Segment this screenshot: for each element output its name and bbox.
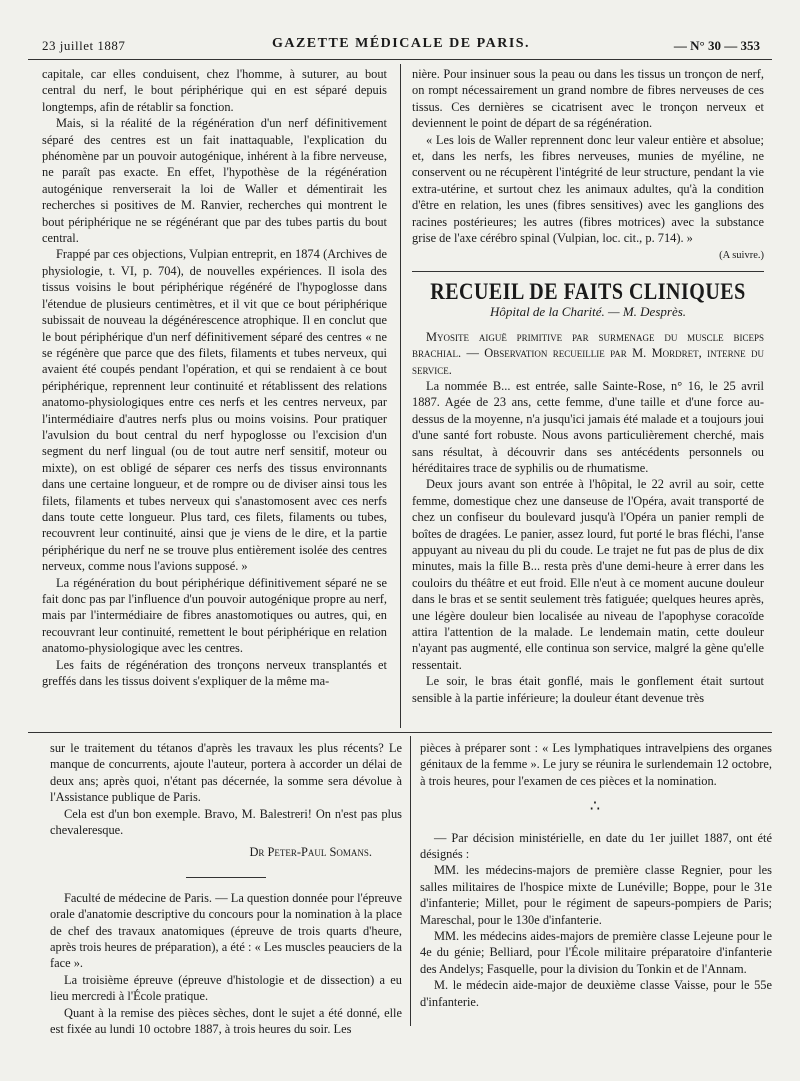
separator-rule (186, 877, 266, 878)
paragraph: Le soir, le bras était gonflé, mais le gonflement était surtout sensible à la partie inférieure; la douleur étant devenue très (412, 674, 764, 705)
right-column-bottom (420, 740, 772, 1010)
signature: Dr Peter-Paul Somans. (249, 845, 372, 860)
issue-number: — N° 30 — 353 (673, 38, 760, 53)
paragraph: « Les lois de Waller reprennent donc leur valeur entière et absolue; et, dans les nerfs, les fibres nerveuses, munies de myéline, ne conservent ou ne récupèrent l'intégrité de leur structure, pendant la vie extra-utérine, et surtout chez les animaux adultes, qu'à la condition d'être en relation, les unes (fibres sensitives) avec les ganglions des racines postérieures; les autres (fibres motrices) avec la substance grise de l'axe cérébro spinal (Vulpian, loc. cit., p. 714). » (412, 132, 764, 246)
paragraph: — Par décision ministérielle, en date du 1er juillet 1887, ont été désignés : (420, 830, 772, 862)
page-header (42, 36, 760, 56)
paragraph: Deux jours avant son entrée à l'hôpital, le 22 avril au soir, cette femme, domestique chez une danseuse de l'Opéra, avait transporté de chez un confiseur du boulevard jusqu'à l'Opéra un panier rempli de boîtes de dragées. Le panier, assez lourd, fut porté le bras fléchi, l'anse appuyant au niveau du pli du coude. Le trajet ne fut pas de plus de dix minutes, mais la fille B... resta près d'une demi-heure à errer dans les couloirs du théâtre et eut froid. Elle n'eut à ce moment aucune douleur dans le bras et se sentit seulement très fatiguée; quelques heures après, une légère douleur bien localisée au niveau de l'apophyse coracoïde attira l'attention de la malade. Le lendemain matin, cette douleur n'ayant pas augmenté, elle continua son service, malgré la gène qu'elle ressentait. (412, 477, 764, 672)
section-stars: ∴ (589, 798, 603, 816)
paragraph: capitale, car elles conduisent, chez l'homme, à suturer, au bout central du nerf, le bout périphérique qui en est séparé depuis longtemps, afin de rétablir sa fonction. (42, 67, 387, 114)
paragraph: La régénération du bout périphérique définitivement séparé ne se fait donc pas par l'influence d'un pouvoir autogénique propre au nerf, mais par l'intermédiaire de fibres anastomotiques ou autres, qui, en recouvrant leur continuité, remettent le bout périphérique en relation anatomo-physiologique avec les centres. (42, 575, 387, 656)
paragraph: M. le médecin aide-major de deuxième classe Vaisse, pour le 55e d'infanterie. (420, 978, 772, 1009)
paragraph: MM. les médecins-majors de première classe Regnier, pour les salles militaires de l'hospice mixte de Lunéville; Boppe, pour le 31e d'infanterie; Millet, pour le régiment de sapeurs-pompiers de Paris; Mareschal, pour le 130e d'infanterie. (420, 863, 772, 927)
paragraph: Mais, si la réalité de la régénération d'un nerf définitivement séparé des centres est un fait inattaquable, l'explication du phénomène par un pouvoir autogénique, inhérent à la fibre nerveuse, ne paraît pas exacte. En effet, l'hypothèse de la régénération autogénique renverserait la loi de Waller et démentirait les recherches si positives de M. Ranvier, recherches qui montrent le bout périphérique ne se régénérant que par des tubes partis du bout central. (42, 116, 387, 246)
page-middle-rule (28, 732, 772, 733)
paragraph: MM. les médecins aides-majors de première classe Lejeune pour le 4e du génie; Belliard, pour l'École militaire préparatoire d'infanterie des Andelys; Fasquelle, pour la division du Tonkin et de l'Annam. (420, 929, 772, 976)
paragraph: sur le traitement du tétanos d'après les travaux les plus récents? Le manque de concurrents, ajoute l'auteur, portera à accorder un délai de deux ans; après quoi, n'étant pas décernée, la somme sera dévolue à l'Assistance publique de Paris. (50, 741, 402, 805)
newspaper-title: GAZETTE MÉDICALE DE PARIS. (271, 36, 531, 51)
section-rule (412, 271, 764, 272)
issue-date: 23 juillet 1887 (42, 38, 126, 53)
right-column-top (412, 66, 764, 706)
to-be-continued: (A suivre.) (719, 250, 764, 262)
left-column-bottom (50, 740, 402, 1038)
paragraph: nière. Pour insinuer sous la peau ou dans les tissus un tronçon de nerf, on rompt nécessairement un grand nombre de fibres nerveuses de ces tissus. Ces dernières se cicatrisent avec le tronçon nerveux et deviennent le point de départ de sa régénération. (412, 67, 764, 131)
paragraph: pièces à préparer sont : « Les lymphatiques intravelpiens des organes génitaux de la femme ». Le jury se réunira le surlendemain 12 octobre, à trois heures, pour l'examen de ces pièces et la nomination. (420, 741, 772, 788)
column-divider-top (400, 64, 401, 728)
paragraph: La nommée B... est entrée, salle Sainte-Rose, n° 16, le 25 avril 1887. Agée de 23 ans, cette femme, d'une taille et d'une force au-dessus de la moyenne, n'a jusqu'ici jamais été malade et a toujours joui d'une santé fort robuste. Nous avons particulièrement cherché, mais sans résultat, à découvrir dans ses antécédents personnels ou héréditaires trace de syphilis ou de rhumatisme. (412, 378, 764, 475)
paragraph: Les faits de régénération des tronçons nerveux transplantés et greffés dans les tissus doivent s'expliquer de la même ma- (42, 657, 387, 689)
column-divider-bottom (410, 736, 411, 1026)
header-rule (28, 59, 772, 60)
case-heading: Myosite aiguë primitive par surmenage du muscle biceps brachial. — Observation recueillie par M. Mordret, interne du service. (412, 329, 764, 377)
paragraph: Cela est d'un bon exemple. Bravo, M. Balestreri! On n'est pas plus chevaleresque. (50, 806, 402, 838)
section-subtitle: Hôpital de la Charité. — M. Desprès. (489, 304, 687, 320)
paragraph: Frappé par ces objections, Vulpian entreprit, en 1874 (Archives de physiologie, t. VI, p. 704), de nouvelles expériences. Il isola des tissus voisins le bout périphérique régénéré de l'hypoglosse dans l'étendue de plusieurs centimètres, et il vit que ce bout périphérique subissait de nouveau la dégénérescence atrophique. Il en conclut que le bout périphérique d'un nerf définitivement séparé des centres « ne se régénère que parce que des filets, filaments et tubes nerveux, qui avaient été coupés pendant l'opération, et qui se rendaient à ce bout périphérique, reprennent leur continuité et rétablissent des relations anatomo-physiologiques entre ces nerfs et les centres nerveux, par l'intermédiaire d'autres nerfs plus ou moins voisins. Pour pratiquer l'avulsion du bout central du nerf hypoglosse ou l'excision d'un segment du nerf lingual (ou de tout autre nerf sensitif, moteur ou mixte), on est obligé de séparer ces nerfs des tissus environnants dans une certaine longueur, et de rompre ou de diviser ainsi tous les filets, filaments et tubes nerveux qui s'anastomosent avec ces nerfs dans toute cette longueur. Plus tard, ces filets, filaments ou tubes, recouvrent leur continuité, ainsi que je viens de le dire, et la partie périphérique du nerf ne se trouve plus entièrement isolée des centres nerveux, comme nous l'avions supposé. » (42, 247, 387, 574)
section-title: RECUEIL DE FAITS CLINIQUES (430, 279, 746, 305)
left-column-top (42, 66, 387, 689)
paragraph: Quant à la remise des pièces sèches, dont le sujet a été donné, elle est fixée au lundi 10 octobre 1887, à trois heures du soir. Les (50, 1005, 402, 1037)
paragraph: Faculté de médecine de Paris. — La question donnée pour l'épreuve orale d'anatomie descriptive du concours pour la nomination à la place de chef des travaux anatomiques (épreuve de trois quarts d'heure, après trois heures de préparation), a été : « Les muscles peauciers de la face ». (50, 890, 402, 971)
paragraph: La troisième épreuve (épreuve d'histologie et de dissection) a eu lieu mercredi à l'École pratique. (50, 972, 402, 1004)
